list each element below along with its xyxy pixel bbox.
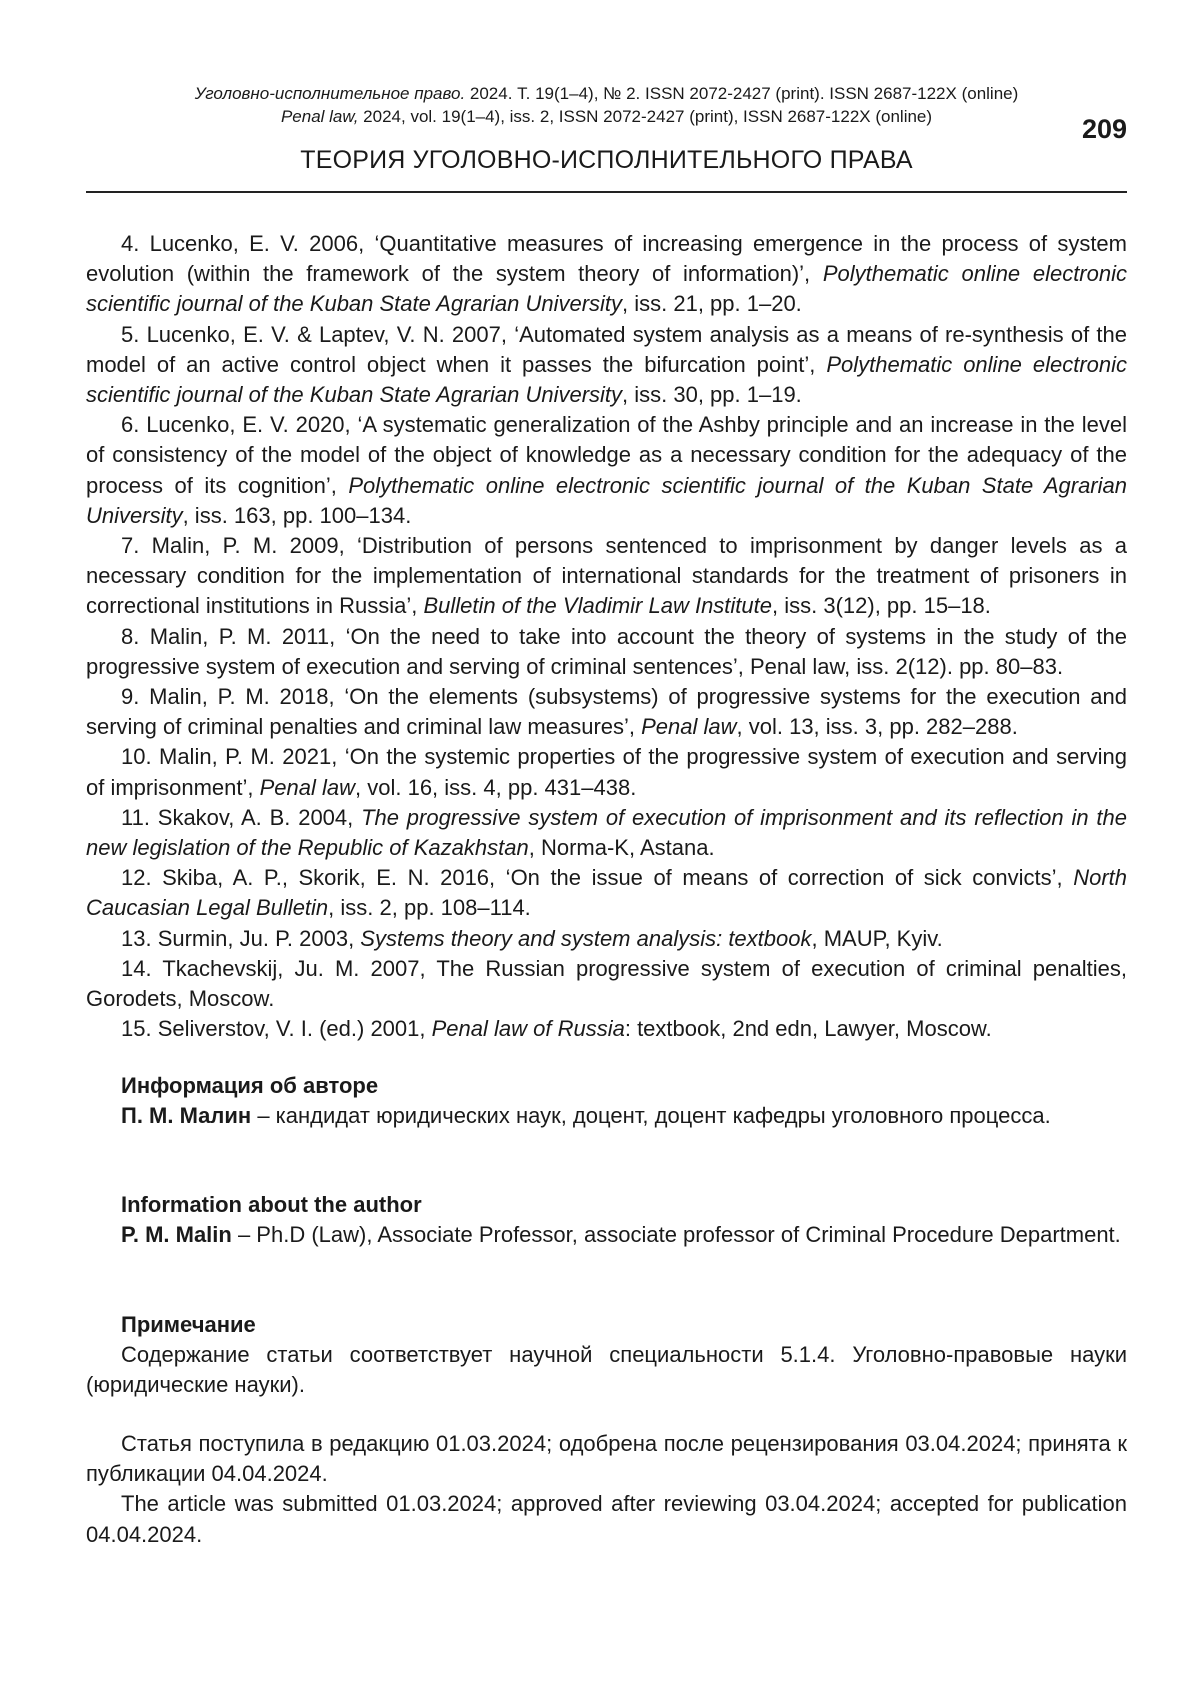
author-info-ru-text: П. М. Малин – кандидат юридических наук, доцент, доцент кафедры уголовного процесса.	[121, 1103, 1051, 1129]
issue-info-en: 2024, vol. 19(1–4), iss. 2, ISSN 2072-2427 (print), ISSN 2687-122X (online)	[358, 107, 933, 126]
note-heading: Примечание	[121, 1312, 256, 1337]
author-info-en	[86, 1190, 1127, 1250]
reference-item: 14. Tkachevskij, Ju. M. 2007, The Russian progressive system of execution of criminal penalties, Gorodets, Moscow.	[86, 955, 1127, 1012]
reference-item: 11. Skakov, A. B. 2004, The progressive system of execution of imprisonment and its reflection in the new legislation of the Republic of Kazakhstan, Norma-K, Astana.	[86, 804, 1127, 861]
reference-item: 12. Skiba, A. P., Skorik, E. N. 2016, ‘On the issue of means of correction of sick convicts’, North Caucasian Legal Bulletin, iss. 2, pp. 108–114.	[86, 865, 1127, 921]
reference-item: 7. Malin, P. M. 2009, ‘Distribution of persons sentenced to imprisonment by danger levels as a necessary condition for the implementation of international standards for the treatment of prisoners in correctional institutions in Russia’, Bulletin of the Vladimir Law Institute, iss. 3(12), pp. 15–18.	[86, 533, 1127, 619]
reference-item: 15. Seliverstov, V. I. (ed.) 2001, Penal law of Russia: textbook, 2nd edn, Lawyer, Moscow.	[121, 1016, 992, 1042]
note-text: Содержание статьи соответствует научной специальности 5.1.4. Уголовно-правовые науки (юридические науки).	[86, 1342, 1127, 1398]
note-section	[86, 1310, 1127, 1401]
article-dates	[86, 1429, 1127, 1550]
author-name-en: P. M. Malin	[121, 1222, 232, 1248]
author-name-ru: П. М. Малин	[121, 1103, 252, 1129]
reference-item: 6. Lucenko, E. V. 2020, ‘A systematic generalization of the Ashby principle and an increase in the level of consistency of the model of the object of knowledge as a necessary condition for the adequacy of the process of its cognition’, Polythematic online electronic scientific journal of the Kuban State Agrarian University, iss. 163, pp. 100–134.	[86, 412, 1127, 528]
running-header-en	[86, 105, 1127, 128]
reference-item: 10. Malin, P. M. 2021, ‘On the systemic properties of the progressive system of execution and serving of imprisonment’, Penal law, vol. 16, iss. 4, pp. 431–438.	[86, 744, 1127, 800]
dates-ru: Статья поступила в редакцию 01.03.2024; одобрена после рецензирования 03.04.2024; принята к публикации 04.04.2024.	[86, 1431, 1127, 1487]
author-info-en-heading: Information about the author	[121, 1192, 422, 1217]
issue-info-ru: 2024. Т. 19(1–4), № 2. ISSN 2072-2427 (print). ISSN 2687-122X (online)	[465, 84, 1019, 103]
reference-list	[86, 229, 1127, 1044]
header-divider	[86, 191, 1127, 193]
page-number: 209	[1081, 114, 1127, 144]
author-info-en-text: P. M. Malin – Ph.D (Law), Associate Professor, associate professor of Criminal Procedure Department.	[121, 1222, 1121, 1248]
journal-name-ru: Уголовно-исполнительное право.	[194, 84, 466, 103]
section-title: ТЕОРИЯ УГОЛОВНО-ИСПОЛНИТЕЛЬНОГО ПРАВА	[300, 146, 913, 174]
reference-item: 5. Lucenko, E. V. & Laptev, V. N. 2007, ‘Automated system analysis as a means of re-synthesis of the model of an active control object when it passes the bifurcation point’, Polythematic online electronic scientific journal of the Kuban State Agrarian University, iss. 30, pp. 1–19.	[86, 321, 1128, 408]
journal-name-en: Penal law,	[280, 107, 359, 126]
author-info-ru-heading: Информация об авторе	[121, 1073, 379, 1098]
reference-item: 4. Lucenko, E. V. 2006, ‘Quantitative measures of increasing emergence in the process of system evolution (within the framework of the system theory of information)’, Polythematic online electronic scientific journal of the Kuban State Agrarian University, iss. 21, pp. 1–20.	[86, 231, 1127, 317]
reference-item: 8. Malin, P. M. 2011, ‘On the need to take into account the theory of systems in the study of the progressive system of execution and serving of criminal sentences’, Penal law, iss. 2(12). pp. 80–83.	[86, 623, 1127, 679]
author-info-ru	[86, 1071, 1127, 1131]
reference-item: 13. Surmin, Ju. P. 2003, Systems theory and system analysis: textbook, MAUP, Kyiv.	[121, 925, 943, 951]
running-header-ru	[86, 82, 1127, 105]
reference-item: 9. Malin, P. M. 2018, ‘On the elements (subsystems) of progressive systems for the execution and serving of criminal penalties and criminal law measures’, Penal law, vol. 13, iss. 3, pp. 282–288.	[86, 684, 1127, 740]
dates-en: The article was submitted 01.03.2024; approved after reviewing 03.04.2024; accepted for publication 04.04.2024.	[86, 1491, 1127, 1547]
